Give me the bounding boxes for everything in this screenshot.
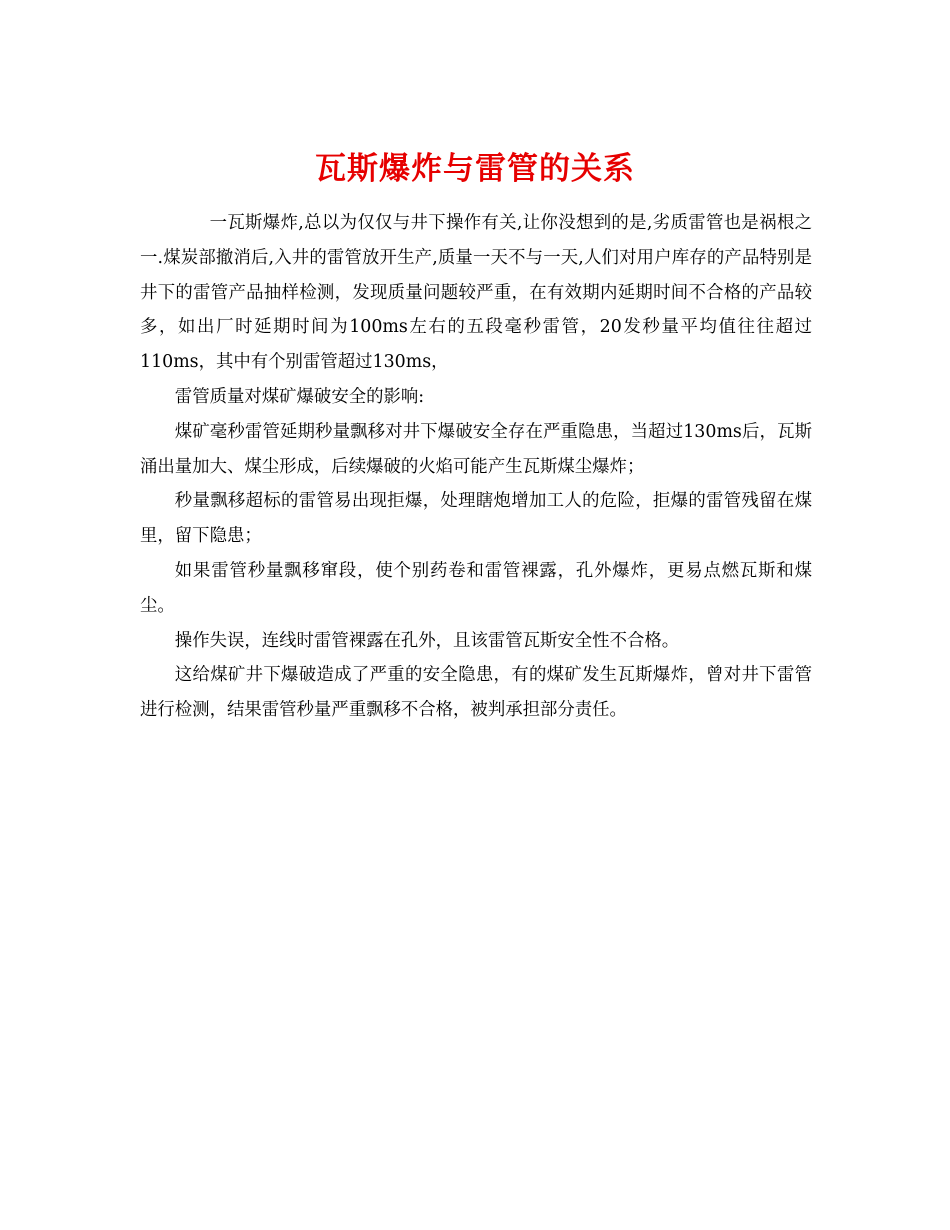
paragraph-conclusion: 这给煤矿井下爆破造成了严重的安全隐患，有的煤矿发生瓦斯爆炸，曾对井下雷管进行检测，结果雷管秒量严重飘移不合格，被判承担部分责任。	[140, 665, 812, 721]
paragraph-exposure: 如果雷管秒量飘移窜段，使个别药卷和雷管裸露，孔外爆炸，更易点燃瓦斯和煤尘。	[140, 560, 812, 616]
paragraph-delay-drift: 煤矿毫秒雷管延期秒量飘移对井下爆破安全存在严重隐患，当超过130ms后，瓦斯涌出量加大、煤尘形成，后续爆破的火焰可能产生瓦斯煤尘爆炸；	[140, 421, 812, 477]
paragraph-intro: 一瓦斯爆炸,总以为仅仅与井下操作有关,让你没想到的是,劣质雷管也是祸根之一.煤炭部撤消后,入井的雷管放开生产,质量一天不与一天,人们对用户库存的产品特别是井下的雷管产品抽样检测，发现质量问题较严重，在有效期内延期时间不合格的产品较多，如出厂时延期时间为100ms左右的五段毫秒雷管，20发秒量平均值往往超过110ms，其中有个别雷管超过130ms，	[140, 213, 812, 373]
paragraph-operation-error: 操作失误，连线时雷管裸露在孔外，且该雷管瓦斯安全性不合格。	[174, 630, 680, 651]
paragraph-misfire: 秒量飘移超标的雷管易出现拒爆，处理瞎炮增加工人的危险，拒爆的雷管残留在煤里，留下隐患；	[140, 491, 812, 547]
paragraph-heading-impact: 雷管质量对煤矿爆破安全的影响:	[174, 386, 425, 407]
document-title: 瓦斯爆炸与雷管的关系	[315, 150, 635, 187]
document-body	[140, 206, 812, 728]
